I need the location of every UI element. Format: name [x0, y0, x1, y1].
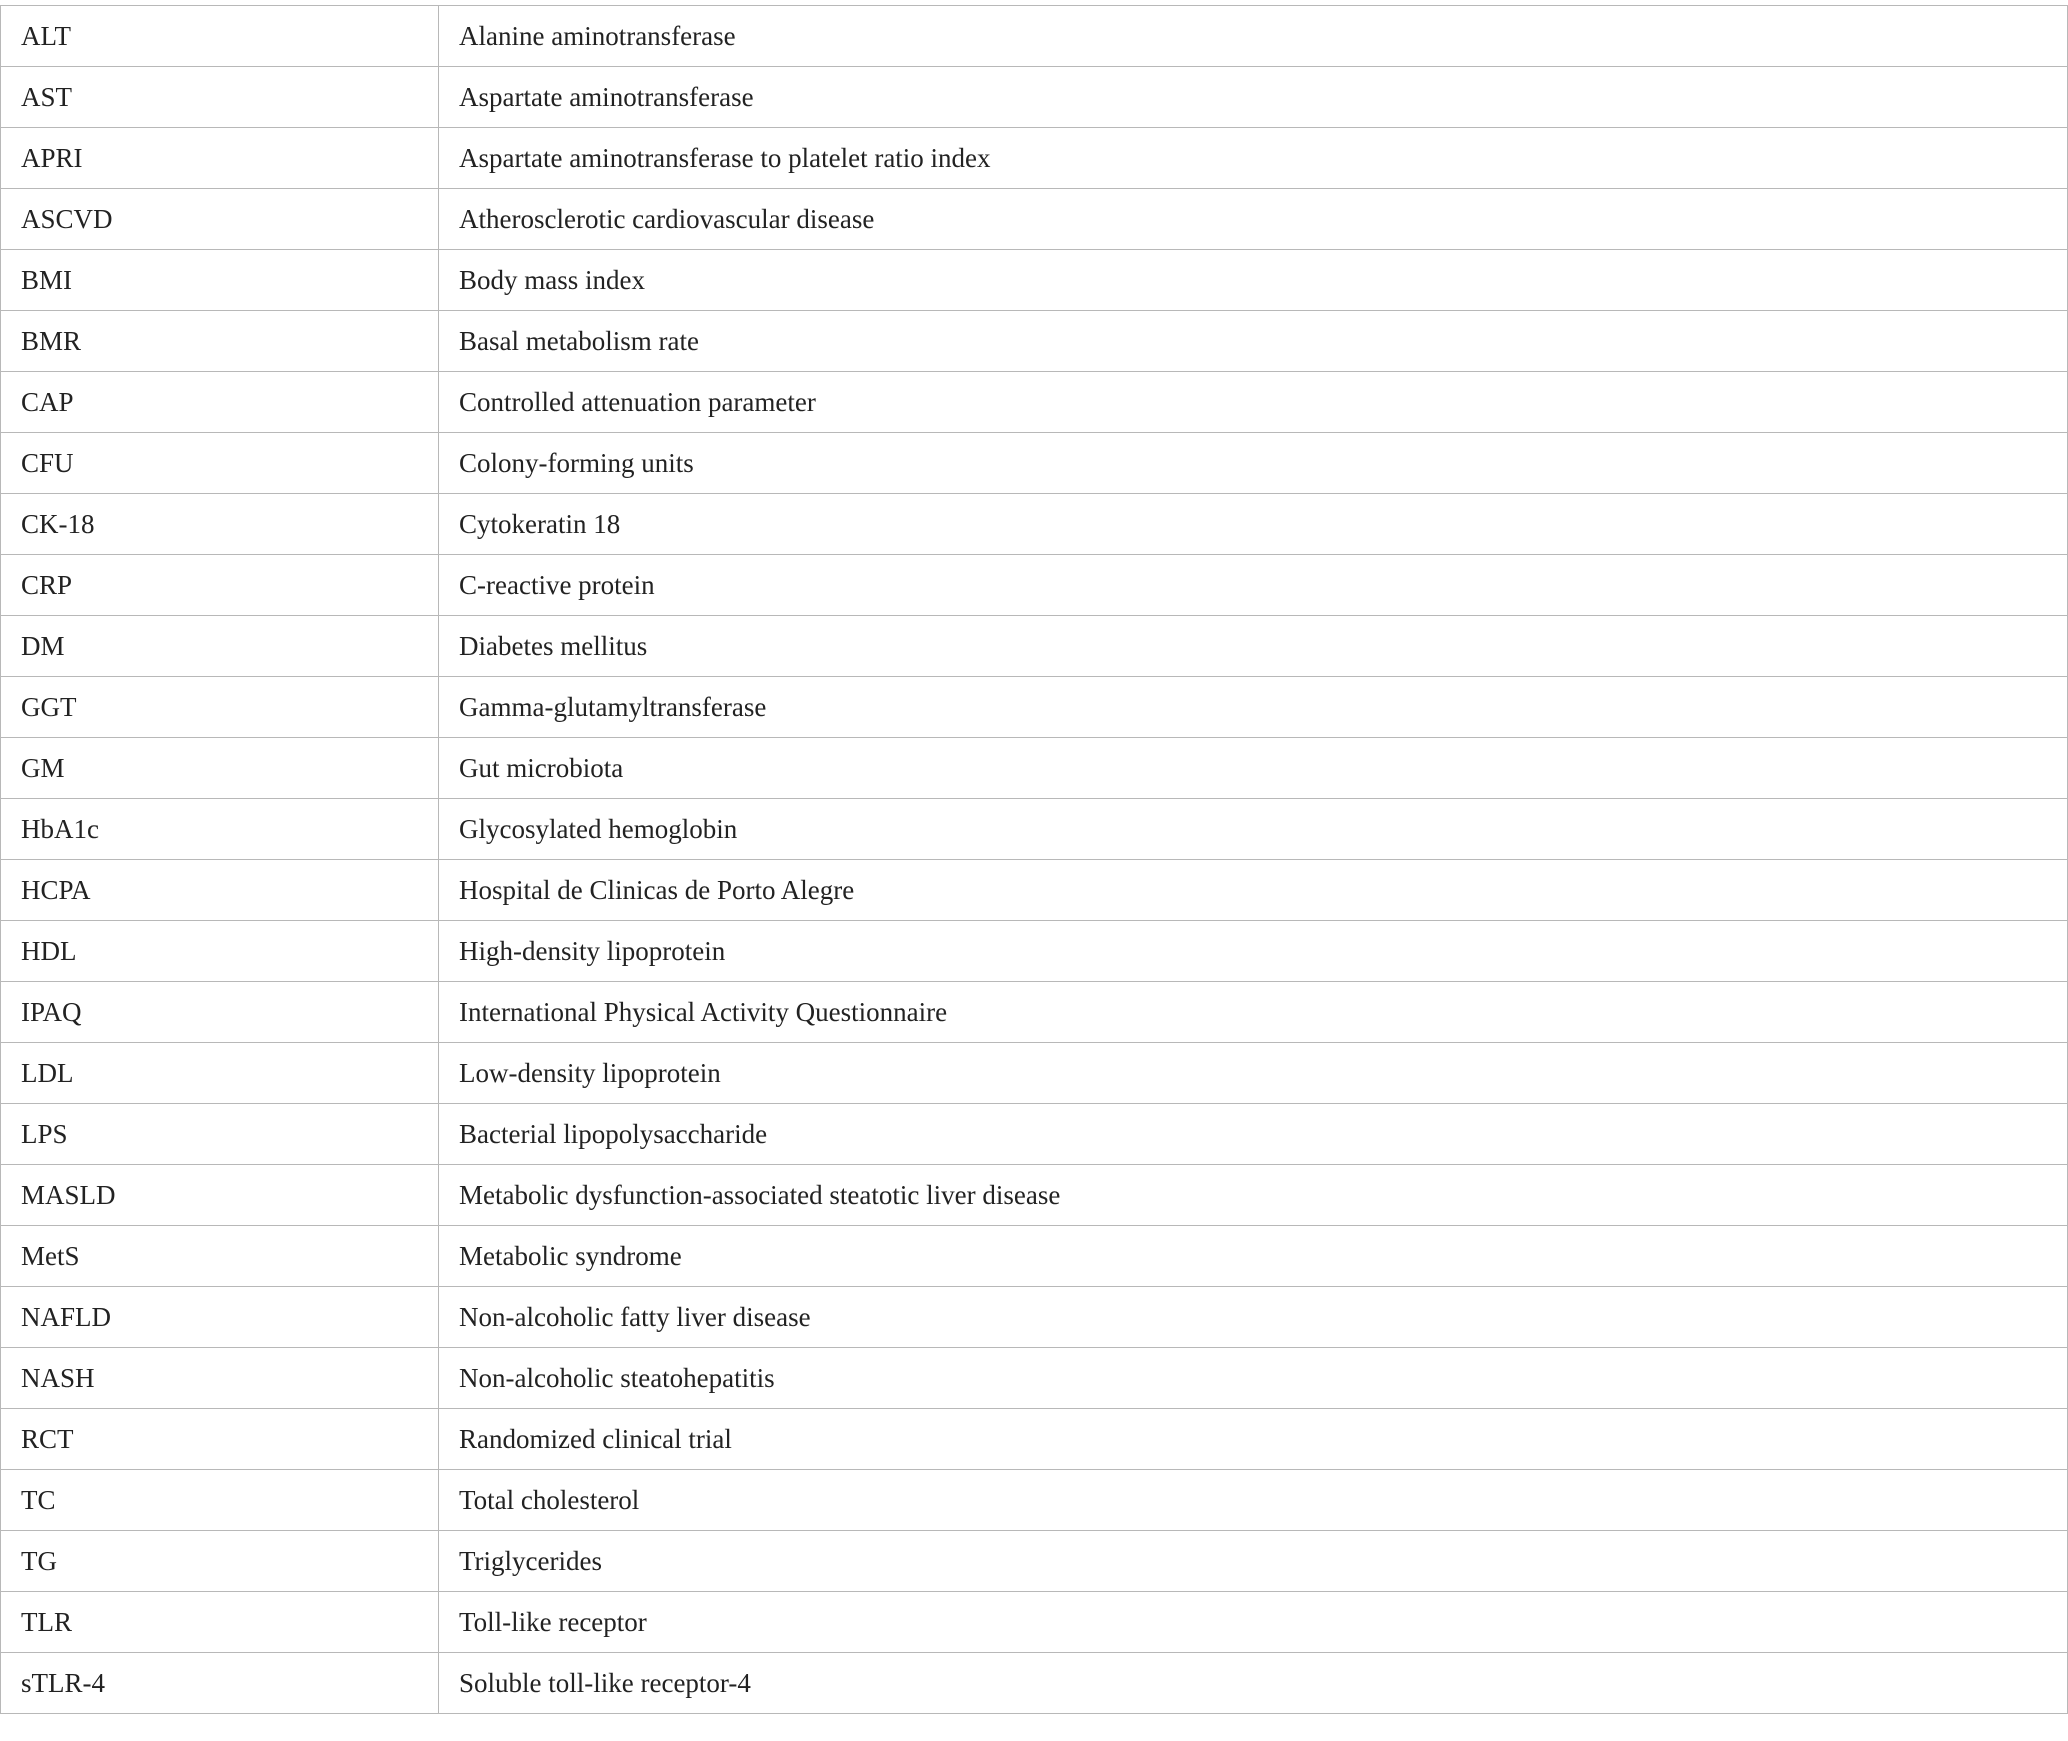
abbreviation-cell: NASH [1, 1348, 439, 1409]
abbreviation-cell: IPAQ [1, 982, 439, 1043]
definition-cell: Diabetes mellitus [439, 616, 2068, 677]
table-row [1, 67, 2068, 128]
definition-cell: Metabolic dysfunction-associated steatotic liver disease [439, 1165, 2068, 1226]
table-row [1, 982, 2068, 1043]
table-row [1, 555, 2068, 616]
definition-cell: Basal metabolism rate [439, 311, 2068, 372]
abbreviation-cell: GM [1, 738, 439, 799]
definition-cell: Total cholesterol [439, 1470, 2068, 1531]
definition-cell: Randomized clinical trial [439, 1409, 2068, 1470]
table-row [1, 128, 2068, 189]
table-row [1, 433, 2068, 494]
abbreviation-cell: MASLD [1, 1165, 439, 1226]
abbreviation-cell: CAP [1, 372, 439, 433]
definition-cell: Cytokeratin 18 [439, 494, 2068, 555]
abbreviation-cell: LPS [1, 1104, 439, 1165]
abbreviation-cell: TC [1, 1470, 439, 1531]
abbreviations-table-body [1, 6, 2068, 1714]
table-row [1, 860, 2068, 921]
table-row [1, 189, 2068, 250]
abbreviation-cell: RCT [1, 1409, 439, 1470]
definition-cell: Alanine aminotransferase [439, 6, 2068, 67]
abbreviation-cell: HDL [1, 921, 439, 982]
abbreviation-cell: MetS [1, 1226, 439, 1287]
definition-cell: Hospital de Clinicas de Porto Alegre [439, 860, 2068, 921]
abbreviation-cell: sTLR-4 [1, 1653, 439, 1714]
definition-cell: Controlled attenuation parameter [439, 372, 2068, 433]
table-row [1, 250, 2068, 311]
table-row [1, 921, 2068, 982]
table-row [1, 372, 2068, 433]
abbreviation-cell: LDL [1, 1043, 439, 1104]
definition-cell: International Physical Activity Questionnaire [439, 982, 2068, 1043]
table-row [1, 1043, 2068, 1104]
table-row [1, 799, 2068, 860]
abbreviation-cell: CFU [1, 433, 439, 494]
abbreviation-cell: TG [1, 1531, 439, 1592]
abbreviation-cell: TLR [1, 1592, 439, 1653]
table-row [1, 1104, 2068, 1165]
table-row [1, 1348, 2068, 1409]
abbreviation-cell: GGT [1, 677, 439, 738]
table-row [1, 1165, 2068, 1226]
definition-cell: Glycosylated hemoglobin [439, 799, 2068, 860]
table-row [1, 1531, 2068, 1592]
abbreviation-cell: CRP [1, 555, 439, 616]
table-row [1, 616, 2068, 677]
abbreviation-cell: BMI [1, 250, 439, 311]
abbreviation-cell: DM [1, 616, 439, 677]
definition-cell: Soluble toll-like receptor-4 [439, 1653, 2068, 1714]
abbreviations-table [0, 5, 2068, 1714]
table-row [1, 1653, 2068, 1714]
table-row [1, 494, 2068, 555]
definition-cell: Body mass index [439, 250, 2068, 311]
abbreviation-cell: BMR [1, 311, 439, 372]
abbreviation-cell: AST [1, 67, 439, 128]
table-row [1, 1226, 2068, 1287]
definition-cell: Triglycerides [439, 1531, 2068, 1592]
abbreviation-cell: HbA1c [1, 799, 439, 860]
definition-cell: Non-alcoholic steatohepatitis [439, 1348, 2068, 1409]
definition-cell: Low-density lipoprotein [439, 1043, 2068, 1104]
definition-cell: Gut microbiota [439, 738, 2068, 799]
abbreviation-cell: ASCVD [1, 189, 439, 250]
table-row [1, 1287, 2068, 1348]
definition-cell: Toll-like receptor [439, 1592, 2068, 1653]
definition-cell: Non-alcoholic fatty liver disease [439, 1287, 2068, 1348]
definition-cell: Atherosclerotic cardiovascular disease [439, 189, 2068, 250]
definition-cell: High-density lipoprotein [439, 921, 2068, 982]
table-row [1, 1470, 2068, 1531]
table-row [1, 677, 2068, 738]
abbreviation-cell: APRI [1, 128, 439, 189]
definition-cell: C-reactive protein [439, 555, 2068, 616]
definition-cell: Aspartate aminotransferase to platelet ratio index [439, 128, 2068, 189]
table-row [1, 1409, 2068, 1470]
table-row [1, 311, 2068, 372]
definition-cell: Colony-forming units [439, 433, 2068, 494]
definition-cell: Bacterial lipopolysaccharide [439, 1104, 2068, 1165]
definition-cell: Gamma-glutamyltransferase [439, 677, 2068, 738]
definition-cell: Metabolic syndrome [439, 1226, 2068, 1287]
abbreviation-cell: NAFLD [1, 1287, 439, 1348]
table-row [1, 738, 2068, 799]
definition-cell: Aspartate aminotransferase [439, 67, 2068, 128]
table-row [1, 6, 2068, 67]
abbreviation-cell: HCPA [1, 860, 439, 921]
abbreviation-cell: CK-18 [1, 494, 439, 555]
abbreviation-cell: ALT [1, 6, 439, 67]
table-row [1, 1592, 2068, 1653]
